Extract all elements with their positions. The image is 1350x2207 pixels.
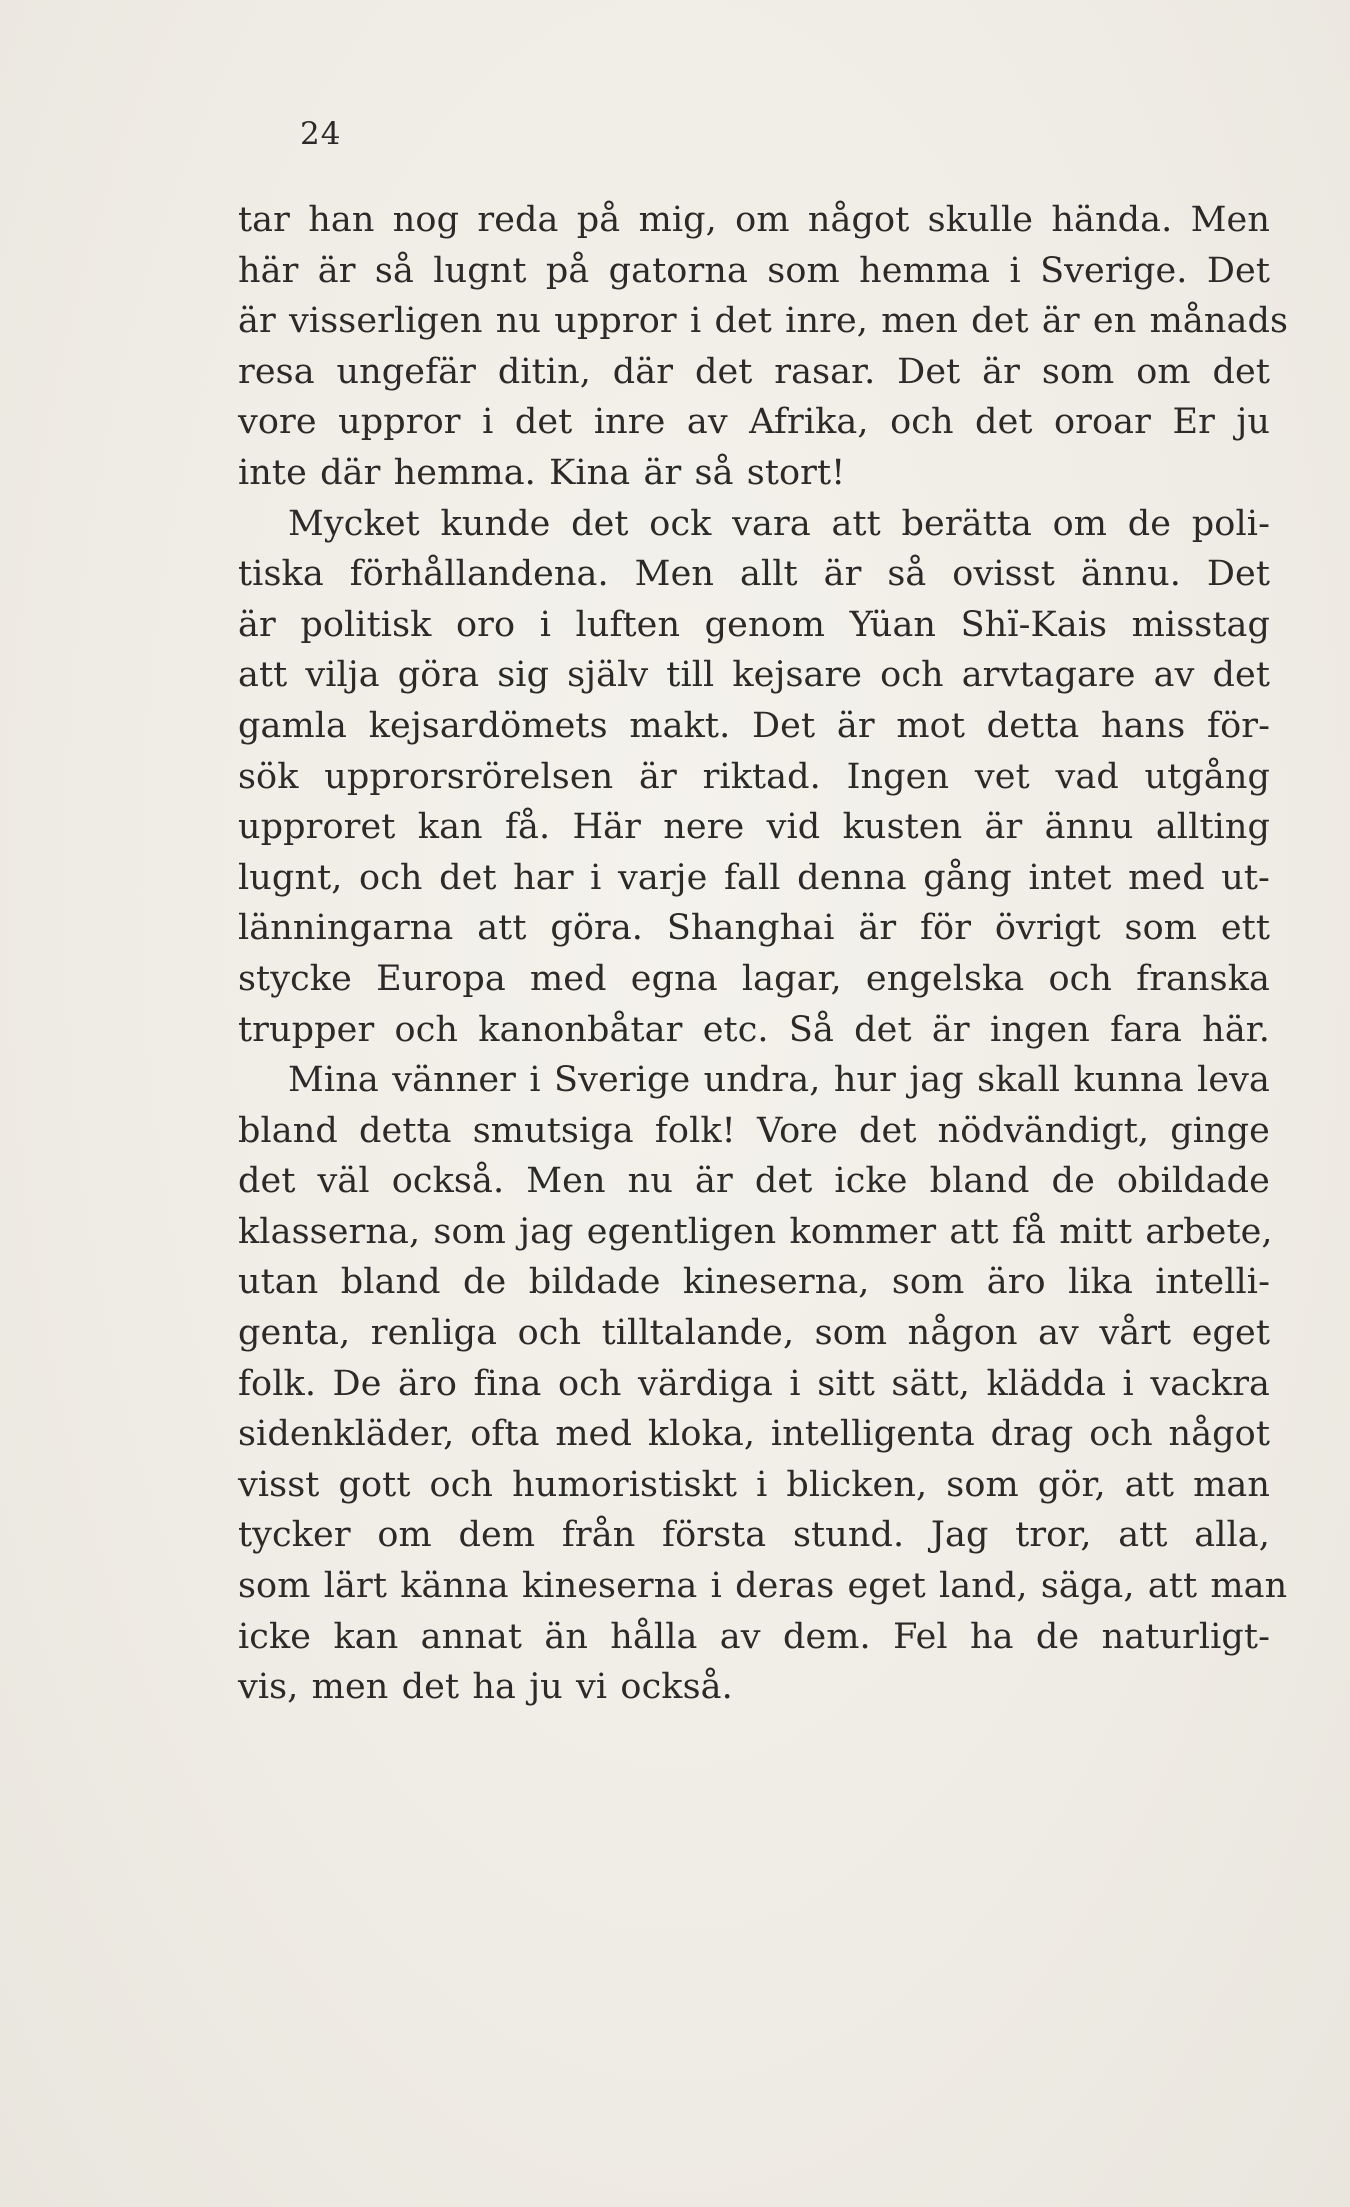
text-line: trupper och kanonbåtar etc. Så det är ingen fara här. xyxy=(238,1009,1270,1050)
text-line: Mina vänner i Sverige undra, hur jag skall kunna leva xyxy=(288,1060,1270,1101)
text-line: resa ungefär ditin, där det rasar. Det är som om det xyxy=(238,351,1270,392)
text-line: tycker om dem från första stund. Jag tror, att alla, xyxy=(238,1515,1270,1556)
text-line: tiska förhållandena. Men allt är så ovisst ännu. Det xyxy=(238,554,1270,595)
text-line: inte där hemma. Kina är så stort! xyxy=(238,452,846,493)
text-line: som lärt känna kineserna i deras eget land, säga, att man xyxy=(238,1566,1288,1607)
text-line: upproret kan få. Här nere vid kusten är ännu allting xyxy=(238,807,1270,848)
text-line: tar han nog reda på mig, om något skulle hända. Men xyxy=(238,200,1270,240)
text-line: vis, men det ha ju vi också. xyxy=(238,1667,733,1708)
text-line: folk. De äro fina och värdiga i sitt sätt, klädda i vackra xyxy=(238,1363,1270,1404)
text-line: genta, renliga och tilltalande, som någon av vårt eget xyxy=(238,1313,1270,1354)
text-line: vore uppror i det inre av Afrika, och det oroar Er ju xyxy=(238,402,1270,443)
text-line: stycke Europa med egna lagar, engelska och franska xyxy=(238,958,1270,999)
text-line: är politisk oro i luften genom Yüan Shï-Kais misstag xyxy=(238,604,1270,645)
text-line: att vilja göra sig själv till kejsare och arvtagare av det xyxy=(238,655,1270,696)
text-line: icke kan annat än hålla av dem. Fel ha de naturligt- xyxy=(238,1616,1270,1657)
text-line: klasserna, som jag egentligen kommer att få mitt arbete, xyxy=(238,1211,1273,1252)
body-text xyxy=(238,195,1289,1713)
text-line: lugnt, och det har i varje fall denna gång intet med ut- xyxy=(238,857,1270,898)
text-line: sidenkläder, ofta med kloka, intelligenta drag och något xyxy=(238,1414,1270,1455)
text-line: det väl också. Men nu är det icke bland de obildade xyxy=(238,1161,1270,1202)
text-line: sök upprorsrörelsen är riktad. Ingen vet vad utgång xyxy=(238,756,1270,797)
text-line: gamla kejsardömets makt. Det är mot detta hans för- xyxy=(238,705,1270,746)
text-line: visst gott och humoristiskt i blicken, som gör, att man xyxy=(238,1464,1270,1505)
page-number: 24 xyxy=(300,116,342,152)
text-line: länningarna att göra. Shanghai är för övrigt som ett xyxy=(238,908,1270,949)
text-line: utan bland de bildade kineserna, som äro lika intelli- xyxy=(238,1262,1270,1303)
text-line: Mycket kunde det ock vara att berätta om de poli- xyxy=(288,503,1270,544)
text-line: här är så lugnt på gatorna som hemma i Sverige. Det xyxy=(238,250,1270,291)
text-line: är visserligen nu uppror i det inre, men det är en månads xyxy=(238,301,1289,342)
text-line: bland detta smutsiga folk! Vore det nödvändigt, ginge xyxy=(238,1110,1270,1151)
